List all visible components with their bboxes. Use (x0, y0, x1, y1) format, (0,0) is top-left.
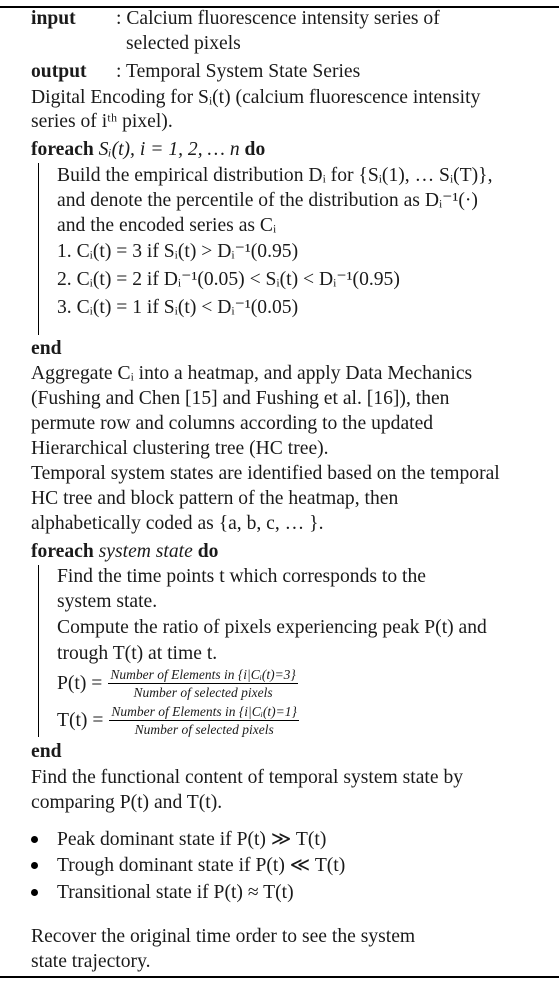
loop1-header (31, 138, 265, 162)
loop1-body-line: Build the empirical distribution Dᵢ for {Sᵢ(1), … Sᵢ(T)}, (57, 165, 493, 186)
formula-t-numerator: Number of Elements in {i|Cᵢ(t)=1} (111, 704, 297, 719)
output-keyword: output (31, 61, 87, 82)
foreach-keyword: foreach (31, 541, 94, 562)
formula-t (57, 704, 299, 737)
encoding-rule: 3. Cᵢ(t) = 1 if Sᵢ(t) < Dᵢ⁻¹(0.05) (57, 297, 299, 318)
foreach-keyword: foreach (31, 139, 94, 160)
formula-p-numerator: Number of Elements in {i|Cᵢ(t)=3} (110, 667, 296, 682)
state-list-item: Transitional state if P(t) ≈ T(t) (57, 882, 294, 903)
formula-p-fraction (108, 667, 298, 700)
bullet-icon (31, 889, 38, 896)
loop1-body-line: and the encoded series as Cᵢ (57, 215, 277, 236)
loop2-body-line: system state. (57, 591, 158, 612)
aggregate-line: Hierarchical clustering tree (HC tree). (31, 438, 329, 459)
bullet-icon (31, 862, 38, 869)
encoding-intro-line: Digital Encoding for Sᵢ(t) (calcium fluorescence intensity (31, 87, 481, 108)
loop2-scope-bar (38, 565, 39, 737)
loop1-condition: Sᵢ(t), i = 1, 2, … n (98, 139, 240, 160)
formula-p (57, 667, 298, 700)
formula-t-lhs: T(t) = (57, 709, 104, 731)
formula-t-fraction (109, 704, 299, 737)
bottom-rule (0, 976, 559, 978)
input-description-cont: selected pixels (126, 33, 241, 54)
loop2-condition: system state (98, 541, 193, 562)
loop2-header (31, 540, 218, 564)
do-keyword: do (197, 541, 219, 562)
loop1-body-line: and denote the percentile of the distribution as Dᵢ⁻¹(·) (57, 190, 478, 211)
input-keyword: input (31, 8, 76, 29)
loop1-scope-bar (38, 163, 39, 335)
state-list-item: Trough dominant state if P(t) ≪ T(t) (57, 855, 346, 876)
formula-t-denominator: Number of selected pixels (134, 722, 274, 737)
aggregate-line: permute row and columns according to the updated (31, 413, 434, 434)
end-keyword: end (31, 741, 62, 762)
output-description: : Temporal System State Series (116, 61, 361, 82)
bullet-icon (31, 836, 38, 843)
formula-p-denominator: Number of selected pixels (133, 685, 273, 700)
aggregate-line: alphabetically coded as {a, b, c, … }. (31, 513, 324, 534)
functional-line: Find the functional content of temporal system state by (31, 767, 464, 788)
aggregate-line: Aggregate Cᵢ into a heatmap, and apply Data Mechanics (31, 363, 473, 384)
aggregate-line: (Fushing and Chen [15] and Fushing et al. [16]), then (31, 388, 450, 409)
encoding-intro-line: series of iᵗʰ pixel). (31, 111, 173, 132)
do-keyword: do (244, 139, 266, 160)
loop2-body-line: Find the time points t which corresponds to the (57, 566, 426, 587)
loop2-body-line: trough T(t) at time t. (57, 643, 218, 664)
recover-line: state trajectory. (31, 951, 151, 972)
formula-p-lhs: P(t) = (57, 672, 103, 694)
loop2-body-line: Compute the ratio of pixels experiencing peak P(t) and (57, 617, 487, 638)
recover-line: Recover the original time order to see the system (31, 926, 416, 947)
aggregate-line: Temporal system states are identified based on the temporal (31, 463, 500, 484)
input-description: : Calcium fluorescence intensity series of (116, 8, 440, 29)
functional-line: comparing P(t) and T(t). (31, 792, 223, 813)
encoding-rule: 2. Cᵢ(t) = 2 if Dᵢ⁻¹(0.05) < Sᵢ(t) < Dᵢ⁻¹(0.95) (57, 269, 400, 290)
aggregate-line: HC tree and block pattern of the heatmap, then (31, 488, 399, 509)
end-keyword: end (31, 338, 62, 359)
state-list-item: Peak dominant state if P(t) ≫ T(t) (57, 829, 327, 850)
encoding-rule: 1. Cᵢ(t) = 3 if Sᵢ(t) > Dᵢ⁻¹(0.95) (57, 241, 299, 262)
